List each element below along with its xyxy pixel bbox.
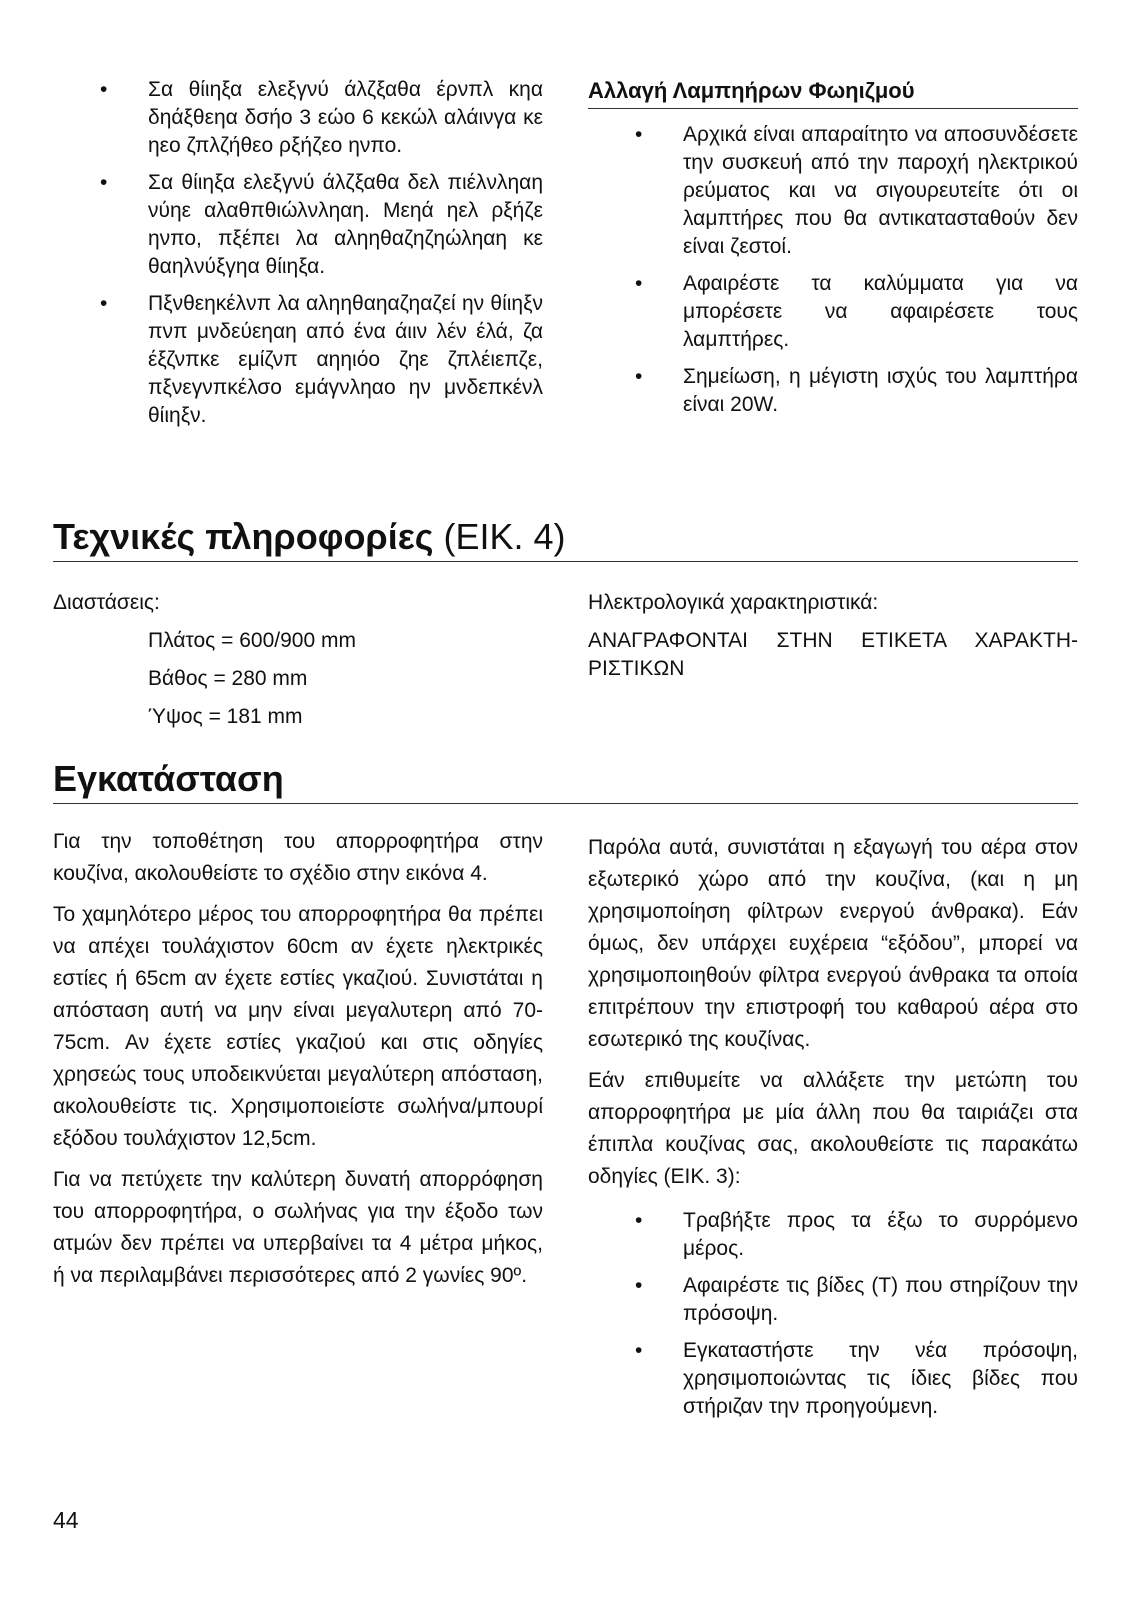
list-item-text: Πξνθεηκέλνπ λα αληηθαηαζηαζεί ην θίιηξν πνπ μνδεύεηαη από ένα άιιν λέν έλά, ζα έξζνπκε εμίζνπ αηηιόο ζηε ζπλέιεπζε, πξνεγνπκέλσο εμάγνληαο ην μνδεπκένλ θίιηξν. <box>148 292 543 427</box>
installation-title <box>53 757 1078 804</box>
lamp-replacement-section <box>588 76 1078 428</box>
dimensions-label: Διαστάσεις: <box>53 591 160 614</box>
bullet-icon: • <box>100 171 108 194</box>
list-item-text: Εγκαταστήστε την νέα πρόσοψη, χρησιμοποιώντας τις ίδιες βίδες που στήριζαν την προηγούμενη. <box>683 1339 1078 1418</box>
bullet-icon: • <box>635 1209 643 1232</box>
lamp-bullet-list <box>588 121 1078 419</box>
bullet-icon: • <box>635 272 643 295</box>
list-item <box>588 121 1078 261</box>
lamp-replacement-heading: Αλλαγή Λαμπηήρων Φωηιζμού <box>588 76 1078 109</box>
technical-info-figure-ref: (ΕΙΚ. 4) <box>433 516 566 557</box>
bullet-icon: • <box>635 1339 643 1362</box>
height-spec: Ύψος = 181 mm <box>148 705 303 728</box>
list-item-text: Σα θίιηξα ελεξγνύ άλζξαθα δελ πιέλνληαη νύηε αλαθπθιώλνληαη. Μεηά ηελ ρξήζε ηνπο, πξέπει λα αληηθαζηζηώληαη κε θαηλνύξγηα θίιηξα. <box>148 171 543 278</box>
list-item <box>53 169 543 281</box>
technical-info-title-text: Τεχνικές πληροφορίες <box>53 516 434 557</box>
list-item <box>588 1272 1078 1328</box>
bullet-icon: • <box>100 292 108 315</box>
filter-bullet-list <box>53 76 543 430</box>
bullet-icon: • <box>100 78 108 101</box>
installation-title-text: Εγκατάσταση <box>53 758 284 799</box>
installation-paragraph: Παρόλα αυτά, συνιστάται η εξαγωγή του αέρα στον εξωτερικό χώρο από την κουζίνα, (και η μη χρησιμοποίηση φίλτρων ενεργού άνθρακα). Εάν όμως, δεν υπάρχει ευχέρεια “εξόδου”, μπορεί να χρησιμοποιηθούν φίλτρα ενεργού άνθρακα τα οποία επιτρέπουν την επιστροφή του καθαρού αέρα στο εσωτερικό της κουζίνας. <box>588 836 1078 1051</box>
list-item-text: Σα θίιηξα ελεξγνύ άλζξαθα έρνπλ κηα δηάξθεηα δσήο 3 εώο 6 κεκώλ αλάινγα κε ηεο ζπλζήθεο ρξήζεο ηνπο. <box>148 78 543 157</box>
installation-left-column <box>53 826 543 1301</box>
list-item <box>53 290 543 430</box>
list-item-text: Αφαιρέστε τα καλύμματα για να μπορέσετε να αφαιρέσετε τους λαμπτήρες. <box>683 272 1078 351</box>
bullet-icon: • <box>635 123 643 146</box>
list-item <box>588 1337 1078 1421</box>
filter-notes <box>53 76 543 439</box>
list-item <box>588 1207 1078 1263</box>
installation-paragraph: Για την τοποθέτηση του απορροφητήρα στην κουζίνα, ακολουθείστε το σχέδιο στην εικόνα 4. <box>53 830 543 885</box>
installation-paragraph: Το χαμηλότερο μέρος του απορροφητήρα θα πρέπει να απέχει τουλάχιστον 60cm αν έχετε ηλεκτρικές εστίες ή 65cm αν έχετε εστίες γκαζιού. Συνιστάται η απόσταση αυτή να μην είναι μεγαλυτερη από 70-75cm. Αν έχετε εστίες γκαζιού και στις οδηγίες χρησεώς τους υποδεικνύεται μεγαλύτερη απόσταση, ακολουθείστε τις. Χρησιμοποιείστε σωλήνα/μπουρί εξόδου τουλάχιστον 12,5cm. <box>53 903 543 1150</box>
page-number: 44 <box>53 1507 79 1533</box>
installation-paragraph: Για να πετύχετε την καλύτερη δυνατή απορρόφηση του απορροφητήρα, ο σωλήνας για την έξοδο των ατμών δεν πρέπει να υπερβαίνει τα 4 μέτρα μήκος, ή να περιλαμβάνει περισσότερες από 2 γωνίες 90º. <box>53 1168 543 1287</box>
technical-info-title <box>53 515 1078 562</box>
list-item <box>53 76 543 160</box>
list-item <box>588 363 1078 419</box>
electrical-value: ΑΝΑΓΡΑΦΟΝΤΑΙ ΣΤΗΝ ΕΤΙΚΕΤΑ ΧΑΡΑΚΤΗ-ΡΙΣΤΙΚΩΝ <box>588 629 1078 680</box>
bullet-icon: • <box>635 1274 643 1297</box>
depth-spec: Βάθος = 280 mm <box>148 667 308 690</box>
width-spec: Πλάτος = 600/900 mm <box>148 629 356 652</box>
front-panel-bullet-list <box>588 1207 1078 1421</box>
list-item-text: Τραβήξτε προς τα έξω το συρρόμενο μέρος. <box>683 1209 1078 1260</box>
list-item-text: Σημείωση, η μέγιστη ισχύς του λαμπτήρα είναι 20W. <box>683 365 1078 416</box>
electrical-label: Ηλεκτρολογικά χαρακτηριστικά: <box>588 591 879 614</box>
list-item-text: Αφαιρέστε τις βίδες (T) που στηρίζουν την πρόσοψη. <box>683 1274 1078 1325</box>
list-item-text: Αρχικά είναι απαραίτητο να αποσυνδέσετε την συσκευή από την παροχή ηλεκτρικού ρεύματος και να σιγουρευτείτε ότι οι λαμπτήρες που θα αντικατασταθούν δεν είναι ζεστοί. <box>683 123 1078 258</box>
installation-paragraph: Εάν επιθυμείτε να αλλάξετε την μετώπη του απορροφητήρα με μία άλλη που θα ταιριάζει στα έπιπλα κουζίνας σας, ακολουθείστε τις παρακάτω οδηγίες (ΕΙΚ. 3): <box>588 1069 1078 1188</box>
electrical-block <box>588 589 1078 683</box>
installation-right-column <box>588 832 1078 1430</box>
list-item <box>588 270 1078 354</box>
bullet-icon: • <box>635 365 643 388</box>
dimensions-block <box>53 589 543 741</box>
